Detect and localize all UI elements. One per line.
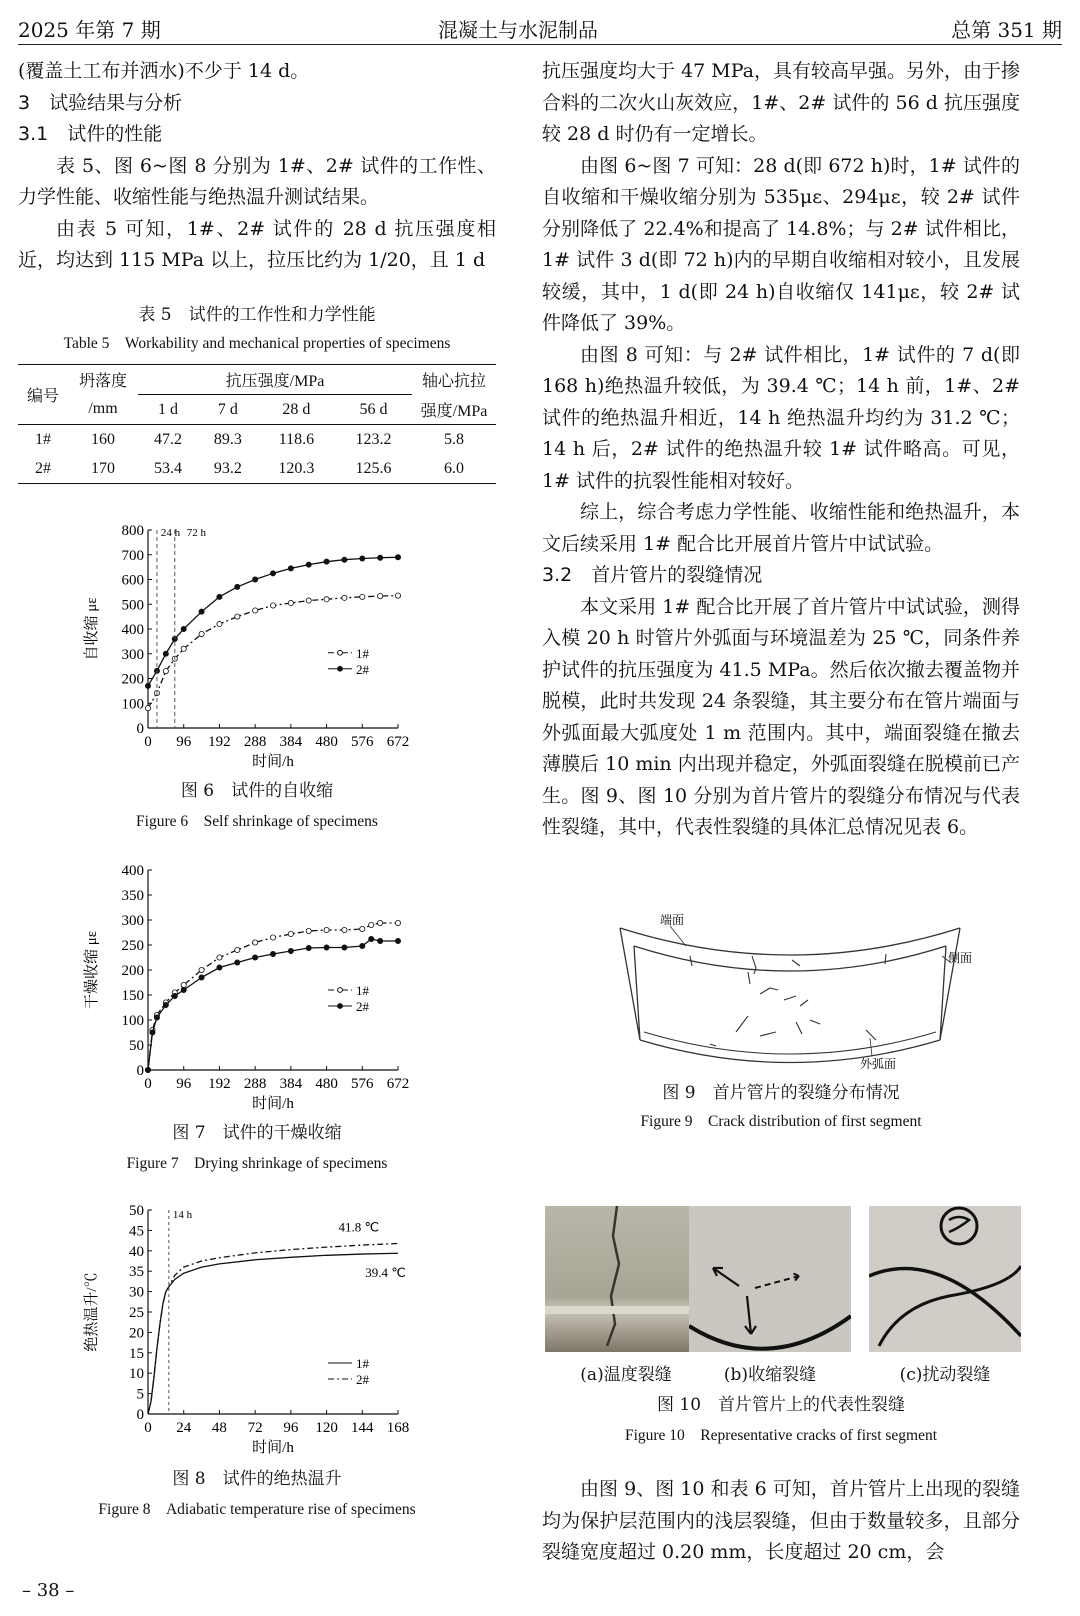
table-caption-cn: 表 5 试件的工作性和力学性能: [138, 305, 376, 325]
table-header: /mm: [88, 400, 118, 418]
x-tick-label: 48: [211, 1420, 227, 1436]
subcaption-b: (b)收缩裂缝: [723, 1365, 817, 1385]
y-tick-label: 500: [121, 597, 144, 614]
data-point-2#: [235, 584, 240, 589]
legend-label: 1#: [356, 645, 369, 661]
figure-8-caption-en: Figure 8 Adiabatic temperature rise of specimens: [98, 1501, 416, 1518]
segment-outer-arc: [644, 1032, 936, 1054]
y-tick-label: 250: [121, 938, 144, 954]
data-point-2#: [288, 566, 293, 571]
x-tick-label: 168: [386, 1420, 410, 1436]
table-header: 7 d: [217, 400, 238, 418]
y-tick-label: 5: [136, 1386, 144, 1403]
y-tick-label: 300: [121, 913, 144, 929]
paragraph: 综上，综合考虑力学性能、收缩性能和绝热温升，本文后续采用 1# 配合比开展首片管片中试试验。: [542, 501, 1020, 555]
data-point-2#: [199, 975, 204, 980]
marker-label: 72 h: [186, 527, 207, 539]
x-tick-label: 192: [208, 1076, 231, 1092]
data-point-1#: [145, 706, 150, 711]
data-point-2#: [288, 948, 293, 953]
y-tick-label: 25: [129, 1305, 144, 1321]
x-tick-label: 96: [176, 1076, 192, 1092]
data-point-1#: [306, 598, 311, 603]
y-tick-label: 0: [136, 1063, 144, 1079]
figure-6: [70, 518, 450, 772]
data-point-1#: [369, 922, 374, 927]
table-caption-en: Table 5 Workability and mechanical properties of specimens: [63, 335, 451, 352]
data-point-2#: [199, 609, 204, 614]
x-tick-label: 192: [208, 734, 231, 750]
data-point-2#: [395, 938, 400, 943]
table-header: 坍落度: [78, 373, 127, 391]
photo-disturbance-crack: [869, 1206, 1021, 1352]
data-point-2#: [342, 557, 347, 562]
segment-top-edge: [620, 928, 960, 955]
data-point-2#: [324, 945, 329, 950]
data-point-1#: [163, 668, 168, 673]
arrow-mark: [713, 1268, 739, 1286]
data-point-2#: [324, 559, 329, 564]
cell: 1#: [35, 430, 51, 448]
data-point-2#: [342, 945, 347, 950]
label-outer-arc: 外弧面: [860, 1057, 897, 1070]
legend-marker: [338, 650, 343, 655]
legend-label: 2#: [356, 1372, 369, 1387]
x-tick-label: 0: [144, 734, 152, 750]
marker-scribble: [949, 1217, 969, 1232]
y-tick-label: 45: [129, 1223, 144, 1240]
y-tick-label: 35: [129, 1264, 144, 1281]
figure-7-caption-cn: 图 7 试件的干燥收缩: [172, 1123, 342, 1143]
right-column-top: [542, 56, 1020, 844]
table-header: 抗压强度/MPa: [138, 365, 412, 395]
paragraph: 由表 5 可知，1#、2# 试件的 28 d 抗压强度相近，均达到 115 MPa 以上，拉压比约为 1/20，且 1 d: [18, 217, 496, 271]
data-point-1#: [324, 927, 329, 932]
data-point-2#: [217, 594, 222, 599]
section-heading: 3 试验结果与分析: [18, 91, 183, 114]
marker-arc: [689, 1316, 851, 1349]
cell: 89.3: [213, 430, 242, 448]
data-point-2#: [235, 960, 240, 965]
y-axis-label: 绝热温升/℃: [84, 1272, 100, 1352]
value-annotation: 39.4 ℃: [365, 1265, 406, 1281]
paragraph: 抗压强度均大于 47 MPa，具有较高早强。另外，由于掺合料的二次火山灰效应，1#、2# 试件的 56 d 抗压强度较 28 d 时仍有一定增长。: [542, 60, 1020, 145]
value-annotation: 41.8 ℃: [338, 1219, 380, 1235]
y-tick-label: 10: [129, 1366, 144, 1383]
figure-9-caption-cn: 图 9 首片管片的裂缝分布情况: [662, 1083, 900, 1103]
subcaption-a: (a)温度裂缝: [580, 1365, 672, 1385]
data-point-2#: [253, 577, 258, 582]
figure-9-caption-en: Figure 9 Crack distribution of first segment: [640, 1113, 922, 1130]
left-column-top: [18, 56, 496, 277]
data-point-2#: [163, 1002, 168, 1007]
cell: 123.2: [355, 430, 392, 448]
series-line-2#: [148, 1243, 398, 1414]
subsection-heading: 3.2 首片管片的裂缝情况: [542, 564, 763, 586]
data-point-2#: [378, 555, 383, 560]
y-tick-label: 30: [129, 1284, 144, 1301]
data-point-1#: [360, 926, 365, 931]
data-point-1#: [395, 593, 400, 598]
figure-7-caption-en: Figure 7 Drying shrinkage of specimens: [126, 1155, 388, 1172]
data-point-1#: [360, 594, 365, 599]
data-point-2#: [172, 993, 177, 998]
data-point-2#: [360, 556, 365, 561]
data-point-2#: [306, 562, 311, 567]
data-point-2#: [270, 951, 275, 956]
segment-crack-diagram: [610, 910, 980, 1070]
table-header: 编号: [18, 365, 68, 425]
data-point-2#: [378, 938, 383, 943]
table-header: 1 d: [157, 400, 178, 418]
figure-8-caption-cn: 图 8 试件的绝热温升: [172, 1469, 342, 1489]
x-tick-label: 384: [279, 1076, 303, 1092]
data-point-1#: [288, 600, 293, 605]
x-tick-label: 144: [351, 1420, 374, 1436]
cell: 160: [91, 430, 115, 448]
y-tick-label: 0: [136, 721, 144, 737]
y-tick-label: 200: [121, 963, 144, 979]
data-point-1#: [199, 967, 204, 972]
crack-marks: [690, 954, 886, 1046]
data-point-2#: [369, 936, 374, 941]
data-point-2#: [181, 987, 186, 992]
figure-6-caption-en: Figure 6 Self shrinkage of specimens: [136, 813, 378, 830]
cell: 2#: [35, 459, 51, 477]
legend-marker: [338, 1004, 343, 1009]
data-point-1#: [288, 931, 293, 936]
paragraph: 本文采用 1# 配合比开展了首片管片中试试验，测得入模 20 h 时管片外弧面与环境温差为 25 ℃，同条件养护试件的抗压强度为 41.5 MPa。然后依次撤去覆盖物并脱模，此时共发现 24 条裂缝，其主要分布在管片端面与外弧面最大弧度处 1 m 范围内。其中，端面裂缝在撤去薄膜后 10 min 内出现并稳定，外弧面裂缝在脱模前已产生。图 9、图 10 分别为首片管片的裂缝分布情况与代表性裂缝，其中，代表性裂缝的具体汇总情况见表 6。: [542, 595, 1020, 838]
paragraph: (覆盖土工布并洒水)不少于 14 d。: [18, 60, 310, 82]
y-tick-label: 350: [121, 888, 144, 904]
x-tick-label: 288: [243, 734, 267, 750]
data-point-1#: [253, 940, 258, 945]
legend-label: 1#: [356, 1356, 369, 1371]
figure-6-caption-cn: 图 6 试件的自收缩: [180, 781, 334, 801]
data-point-1#: [217, 621, 222, 626]
right-column-bottom: [542, 1474, 1020, 1569]
table-header: 56 d: [359, 400, 388, 418]
segment-left-end: [620, 928, 640, 1040]
paragraph: 由图 6~图 7 可知：28 d(即 672 h)时，1# 试件的自收缩和干燥收缩分别为 535με、294με，较 2# 试件分别降低了 22.4%和提高了 14.8%；与 2# 试件相比，1# 试件 3 d(即 72 h)内的早期自收缩相对较小，且发展较缓，其中，1 d(即 24 h)自收缩仅 141με，较 2# 试件降低了 39%。: [542, 154, 1020, 334]
y-tick-label: 700: [121, 547, 144, 564]
data-point-2#: [163, 651, 168, 656]
x-tick-label: 120: [315, 1420, 338, 1436]
ledge: [545, 1306, 707, 1314]
table-row: [18, 454, 496, 484]
arrow-mark: [745, 1296, 756, 1334]
journal-title: 混凝土与水泥制品: [438, 18, 598, 42]
drying-shrinkage-chart: [70, 858, 450, 1112]
x-tick-label: 480: [315, 734, 338, 750]
data-point-1#: [378, 593, 383, 598]
figure-8: [70, 1198, 450, 1462]
y-tick-label: 400: [121, 622, 144, 638]
photo-shrinkage-crack: [689, 1206, 851, 1352]
paragraph: 表 5、图 6~图 8 分别为 1#、2# 试件的工作性、力学性能、收缩性能与绝热温升测试结果。: [18, 154, 496, 208]
y-tick-label: 40: [129, 1243, 144, 1260]
legend-marker: [338, 666, 343, 671]
cell: 53.4: [153, 459, 182, 477]
marker-label: 14 h: [172, 1209, 193, 1221]
data-point-2#: [395, 555, 400, 560]
cell: 120.3: [278, 459, 315, 477]
legend-marker: [338, 988, 343, 993]
y-tick-label: 50: [129, 1203, 144, 1219]
cell: 6.0: [444, 459, 464, 477]
y-tick-label: 400: [121, 863, 144, 879]
label-side-face: 侧面: [948, 951, 973, 965]
x-tick-label: 288: [243, 1076, 267, 1092]
data-point-1#: [235, 614, 240, 619]
y-tick-label: 600: [121, 572, 144, 589]
figure-9: [610, 910, 980, 1074]
data-point-1#: [342, 595, 347, 600]
data-point-1#: [270, 603, 275, 608]
y-tick-label: 100: [121, 1013, 144, 1029]
paragraph: 由图 9、图 10 和表 6 可知，首片管片上出现的裂缝均为保护层范围内的浅层裂缝，但由于数量较多，且部分裂缝宽度超过 0.20 mm，长度超过 20 cm，会: [542, 1478, 1020, 1563]
data-point-2#: [150, 1030, 155, 1035]
x-tick-label: 672: [386, 734, 410, 750]
table-row: [18, 425, 496, 455]
data-point-1#: [306, 928, 311, 933]
data-point-1#: [270, 935, 275, 940]
data-point-1#: [395, 920, 400, 925]
y-tick-label: 20: [129, 1325, 144, 1342]
page-number: – 38 –: [22, 1580, 75, 1601]
x-axis-label: 时间/h: [252, 1440, 294, 1456]
x-tick-label: 576: [351, 1076, 374, 1092]
figure-10-caption-en: Figure 10 Representative cracks of first segment: [624, 1427, 938, 1444]
segment-inner-edge: [634, 946, 946, 971]
y-axis-label: 干燥收缩 με: [84, 930, 100, 1010]
data-point-2#: [253, 955, 258, 960]
y-tick-label: 300: [121, 646, 144, 663]
data-point-2#: [306, 945, 311, 950]
paragraph: 由图 8 可知：与 2# 试件相比，1# 试件的 7 d(即 168 h)绝热温升较低，为 39.4 ℃；14 h 前，1#、2# 试件的绝热温升相近，14 h 绝热温升均约为 31.2 ℃；14 h 后，2# 试件的绝热温升较 1# 试件略高。可见，1# 试件的抗裂性能相对较好。: [542, 343, 1020, 492]
x-tick-label: 576: [351, 734, 374, 750]
cell: 5.8: [444, 430, 464, 448]
legend-label: 2#: [356, 999, 369, 1014]
data-point-2#: [270, 571, 275, 576]
photo-temperature-crack: [545, 1206, 707, 1352]
x-tick-label: 384: [279, 734, 303, 750]
figure-10-caption-cn: 图 10 首片管片上的代表性裂缝: [656, 1395, 906, 1415]
marker-label: 24 h: [160, 527, 181, 539]
x-tick-label: 24: [176, 1420, 192, 1436]
arrow-mark: [755, 1272, 799, 1288]
data-point-2#: [154, 1015, 159, 1020]
y-tick-label: 50: [129, 1038, 144, 1054]
x-axis-label: 时间/h: [252, 754, 294, 768]
y-tick-label: 100: [121, 696, 144, 713]
data-point-2#: [217, 965, 222, 970]
data-point-1#: [199, 631, 204, 636]
data-point-1#: [342, 927, 347, 932]
data-point-1#: [253, 608, 258, 613]
x-tick-label: 96: [283, 1420, 299, 1436]
total-issue-label: 总第 351 期: [951, 18, 1062, 42]
series-line-1#: [148, 1253, 398, 1414]
table-header: 28 d: [282, 400, 311, 418]
data-point-2#: [145, 1067, 150, 1072]
data-point-1#: [217, 955, 222, 960]
segment-right-end: [940, 928, 960, 1040]
cell: 118.6: [278, 430, 315, 448]
table-header: 轴心抗拉: [421, 373, 486, 391]
data-point-1#: [324, 597, 329, 602]
crack-line: [607, 1206, 619, 1346]
data-point-2#: [145, 683, 150, 688]
self-shrinkage-chart: [70, 518, 450, 768]
legend-label: 1#: [356, 983, 369, 998]
table-header: 强度/MPa: [420, 402, 488, 420]
page-header: [18, 10, 1062, 45]
issue-label: 2025 年第 7 期: [18, 18, 161, 42]
label-end-face: 端面: [660, 913, 685, 927]
y-tick-label: 15: [129, 1345, 144, 1362]
cell: 93.2: [213, 459, 242, 477]
data-point-2#: [360, 943, 365, 948]
x-tick-label: 96: [176, 734, 192, 750]
cell: 170: [91, 459, 115, 477]
figure-7: [70, 858, 450, 1116]
data-point-1#: [181, 982, 186, 987]
legend-label: 2#: [356, 661, 369, 677]
y-tick-label: 800: [121, 523, 144, 539]
table-5: [18, 302, 496, 484]
cell: 125.6: [355, 459, 392, 477]
data-point-1#: [378, 920, 383, 925]
x-tick-label: 0: [144, 1076, 152, 1092]
data-point-2#: [181, 626, 186, 631]
y-tick-label: 0: [136, 1407, 144, 1423]
x-tick-label: 0: [144, 1420, 152, 1436]
adiabatic-temperature-chart: [70, 1198, 450, 1458]
x-tick-label: 72: [247, 1420, 263, 1436]
x-axis-label: 时间/h: [252, 1096, 294, 1112]
x-tick-label: 480: [315, 1076, 338, 1092]
cell: 47.2: [153, 430, 182, 448]
data-point-1#: [235, 947, 240, 952]
data-point-1#: [181, 646, 186, 651]
subsection-heading: 3.1 试件的性能: [18, 123, 163, 145]
y-axis-label: 自收缩 με: [84, 597, 100, 661]
y-tick-label: 150: [121, 988, 144, 1004]
x-tick-label: 672: [386, 1076, 410, 1092]
subcaption-c: (c)扰动裂缝: [899, 1365, 991, 1385]
y-tick-label: 200: [121, 671, 144, 688]
